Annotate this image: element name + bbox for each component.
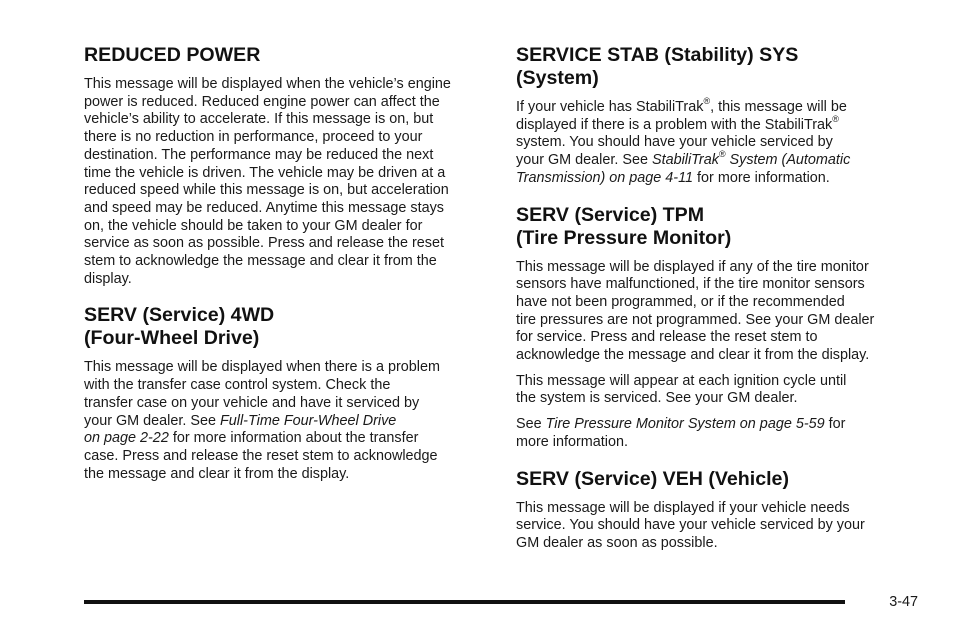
serv-4wd-body bbox=[84, 359, 488, 483]
text-line: and speed may be reduced. Anytime this message stays bbox=[84, 199, 444, 216]
text-line bbox=[516, 170, 830, 186]
text-line: have not been programmed, or if the recommended bbox=[516, 293, 845, 310]
text-run: your GM dealer. See bbox=[84, 412, 220, 429]
text-line bbox=[84, 430, 418, 446]
section-serv-veh bbox=[516, 468, 922, 553]
cross-reference: Full-Time Four-Wheel Drive bbox=[219, 412, 397, 429]
registered-mark: ® bbox=[703, 96, 711, 107]
text-line: GM dealer as soon as possible. bbox=[516, 534, 718, 551]
text-run: displayed if there is a problem with the StabiliTrak bbox=[516, 116, 833, 133]
text-line: acknowledge the message and clear it from the display. bbox=[516, 347, 870, 364]
text-run: If your vehicle has StabiliTrak bbox=[516, 99, 704, 115]
text-line: time the vehicle is driven. The vehicle may be driven at a bbox=[84, 164, 446, 181]
text-line bbox=[516, 149, 851, 169]
heading-reduced-power: REDUCED POWER bbox=[84, 44, 261, 66]
text-run: , this message will be bbox=[710, 99, 847, 115]
heading-serv-stab bbox=[516, 44, 922, 90]
cross-reference: Tire Pressure Monitor System on page 5-59 bbox=[545, 416, 825, 433]
text-line: service as soon as possible. Press and release the reset bbox=[84, 235, 444, 252]
heading-line: SERVICE STAB (Stability) SYS bbox=[516, 44, 799, 66]
text-line: system. You should have your vehicle serviced by bbox=[516, 134, 833, 151]
text-line: This message will be displayed when the vehicle’s engine bbox=[84, 76, 451, 92]
right-column bbox=[516, 44, 922, 569]
text-line bbox=[516, 113, 839, 133]
heading-serv-veh: SERV (Service) VEH (Vehicle) bbox=[516, 467, 789, 490]
text-line: This message will be displayed if your vehicle needs bbox=[516, 499, 850, 516]
text-line: This message will be displayed when there is a problem bbox=[84, 359, 440, 376]
text-run: StabiliTrak bbox=[651, 152, 719, 169]
heading-line: (Four-Wheel Drive) bbox=[84, 327, 260, 350]
text-line: service. You should have your vehicle serviced by your bbox=[516, 517, 865, 534]
text-line: This message will be displayed if any of the tire monitor bbox=[516, 258, 869, 275]
text-line: with the transfer case control system. Check the bbox=[84, 377, 391, 394]
text-run: for bbox=[824, 416, 846, 433]
text-run: for more information. bbox=[693, 169, 830, 186]
text-line: This message will appear at each ignition cycle until bbox=[516, 372, 847, 389]
heading-serv-tpm bbox=[516, 204, 922, 250]
reduced-power-body bbox=[84, 76, 488, 288]
heading-line: (System) bbox=[516, 67, 599, 89]
text-run: for more information about the transfer bbox=[168, 430, 419, 447]
serv-tpm-para-2 bbox=[516, 373, 922, 408]
text-line: the system is serviced. See your GM dealer. bbox=[516, 390, 798, 407]
serv-veh-body bbox=[516, 500, 922, 553]
text-line: reduced speed while this message is on, but acceleration bbox=[84, 182, 449, 199]
text-line: there is no reduction in performance, proceed to your bbox=[84, 129, 423, 146]
text-line: case. Press and release the reset stem to acknowledge bbox=[84, 447, 438, 464]
serv-tpm-para-3 bbox=[516, 416, 922, 451]
text-run: See bbox=[516, 416, 546, 433]
heading-line: (Tire Pressure Monitor) bbox=[516, 226, 732, 249]
registered-mark: ® bbox=[718, 149, 726, 160]
section-serv-4wd bbox=[84, 304, 488, 483]
text-line: vehicle’s ability to accelerate. If this message is on, but bbox=[84, 111, 434, 128]
text-line bbox=[516, 416, 845, 432]
text-line: on, the vehicle should be taken to your GM dealer for bbox=[84, 217, 423, 234]
text-run: System (Automatic bbox=[725, 152, 851, 169]
heading-serv-4wd bbox=[84, 304, 488, 350]
text-line: transfer case on your vehicle and have it serviced by bbox=[84, 394, 420, 411]
text-line: display. bbox=[84, 270, 132, 287]
left-column bbox=[84, 44, 488, 499]
registered-mark: ® bbox=[832, 113, 839, 124]
text-line bbox=[516, 96, 847, 115]
text-line: the message and clear it from the display. bbox=[84, 465, 350, 482]
text-line: sensors have malfunctioned, if the tire monitor sensors bbox=[516, 276, 865, 293]
cross-reference bbox=[651, 149, 851, 169]
text-line: for service. Press and release the reset stem to bbox=[516, 329, 818, 346]
text-line bbox=[84, 413, 396, 429]
serv-stab-body bbox=[516, 96, 922, 188]
text-run: your GM dealer. See bbox=[516, 152, 652, 169]
text-line: power is reduced. Reduced engine power can affect the bbox=[84, 93, 440, 110]
text-line: stem to acknowledge the message and clear it from the bbox=[84, 253, 437, 270]
text-line: tire pressures are not programmed. See your GM dealer bbox=[516, 311, 875, 328]
cross-reference: on page 2-22 bbox=[84, 430, 169, 447]
section-reduced-power bbox=[84, 44, 488, 288]
text-line: destination. The performance may be reduced the next bbox=[84, 146, 434, 163]
heading-line: SERV (Service) TPM bbox=[516, 203, 705, 226]
footer-rule bbox=[84, 600, 845, 604]
page-number: 3-47 bbox=[889, 594, 918, 610]
heading-line: SERV (Service) 4WD bbox=[84, 304, 275, 327]
section-serv-stab bbox=[516, 44, 922, 188]
text-line: more information. bbox=[516, 433, 628, 450]
serv-tpm-para-1 bbox=[516, 259, 922, 365]
cross-reference: Transmission) on page 4-11 bbox=[516, 169, 694, 186]
section-serv-tpm bbox=[516, 204, 922, 452]
